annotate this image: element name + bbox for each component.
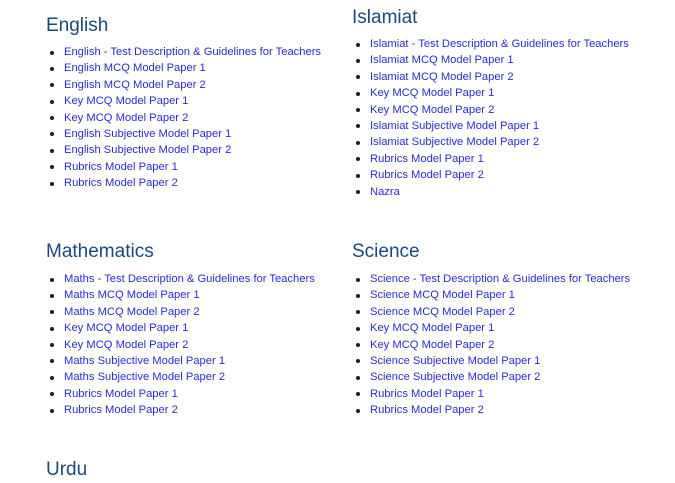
link-english-rubrics-2[interactable]: Rubrics Model Paper 2 [64,177,178,190]
bullet-icon [50,67,54,71]
bullet-icon [50,294,54,298]
bullet-icon [356,59,360,63]
bullet-icon [50,182,54,186]
link-science-mcq-paper-2[interactable]: Science MCQ Model Paper 2 [370,305,515,318]
bullet-icon [356,157,360,161]
list-item [352,85,629,101]
link-islamiat-subjective-2[interactable]: Islamiat Subjective Model Paper 2 [370,136,540,149]
link-maths-guidelines[interactable]: Maths - Test Description & Guidelines for Teachers [64,273,315,285]
list-item [46,386,315,402]
bullet-icon [356,174,360,178]
link-english-key-mcq-1[interactable]: Key MCQ Model Paper 1 [64,95,189,108]
link-islamiat-mcq-paper-1[interactable]: Islamiat MCQ Model Paper 1 [370,54,514,67]
link-maths-key-mcq-1[interactable]: Key MCQ Model Paper 1 [64,322,189,335]
list-item [352,102,629,118]
list-item [352,69,629,85]
list-item [352,287,630,303]
section-title-islamiat: Islamiat [352,7,418,28]
link-english-rubrics-1[interactable]: Rubrics Model Paper 1 [64,160,178,173]
list-item [46,175,321,191]
link-list-islamiat [352,36,629,200]
link-islamiat-rubrics-2[interactable]: Rubrics Model Paper 2 [370,169,484,182]
list-item [46,369,315,385]
bullet-icon [356,75,360,79]
list-item [352,36,629,52]
link-english-mcq-paper-1[interactable]: English MCQ Model Paper 1 [64,62,206,75]
link-islamiat-subjective-1[interactable]: Islamiat Subjective Model Paper 1 [370,119,540,132]
list-item [352,320,630,336]
list-item [46,304,315,320]
link-maths-key-mcq-2[interactable]: Key MCQ Model Paper 2 [64,338,189,351]
bullet-icon [356,359,360,363]
list-item [46,271,315,287]
bullet-icon [356,190,360,194]
bullet-icon [50,149,54,153]
list-item [352,353,630,369]
bullet-icon [356,108,360,112]
list-item [46,353,315,369]
list-item [352,337,630,353]
link-islamiat-nazra[interactable]: Nazra [370,185,400,198]
link-science-key-mcq-1[interactable]: Key MCQ Model Paper 1 [370,322,495,335]
bullet-icon [50,327,54,331]
link-islamiat-mcq-paper-2[interactable]: Islamiat MCQ Model Paper 2 [370,70,514,83]
bullet-icon [356,310,360,314]
bullet-icon [50,343,54,347]
link-maths-rubrics-2[interactable]: Rubrics Model Paper 2 [64,404,178,417]
link-islamiat-key-mcq-2[interactable]: Key MCQ Model Paper 2 [370,103,495,116]
bullet-icon [356,43,360,47]
section-title-urdu: Urdu [46,459,88,480]
section-title-english: English [46,15,109,36]
section-islamiat [352,7,629,200]
link-english-guidelines[interactable]: English - Test Description & Guidelines for Teachers [64,46,322,58]
list-item [46,159,321,175]
link-list-science [352,271,630,419]
list-item [46,142,321,158]
bullet-icon [50,51,54,55]
link-english-key-mcq-2[interactable]: Key MCQ Model Paper 2 [64,111,189,124]
section-science [352,241,630,419]
list-item [46,402,315,418]
section-english [46,15,321,192]
link-maths-subjective-2[interactable]: Maths Subjective Model Paper 2 [64,371,226,384]
link-maths-mcq-paper-2[interactable]: Maths MCQ Model Paper 2 [64,305,200,318]
bullet-icon [356,376,360,380]
bullet-icon [356,92,360,96]
list-item [352,151,629,167]
list-item [352,134,629,150]
link-science-subjective-2[interactable]: Science Subjective Model Paper 2 [370,371,541,384]
bullet-icon [50,100,54,104]
bullet-icon [356,294,360,298]
link-science-guidelines[interactable]: Science - Test Description & Guidelines for Teachers [370,273,631,285]
link-list-english [46,44,321,192]
section-mathematics [46,241,315,419]
link-science-rubrics-2[interactable]: Rubrics Model Paper 2 [370,404,484,417]
section-title-mathematics: Mathematics [46,241,154,262]
list-item [46,44,321,60]
bullet-icon [356,278,360,282]
link-english-mcq-paper-2[interactable]: English MCQ Model Paper 2 [64,78,206,91]
bullet-icon [50,132,54,136]
list-item [46,287,315,303]
link-list-mathematics [46,271,315,419]
bullet-icon [50,278,54,282]
list-item [352,52,629,68]
link-science-key-mcq-2[interactable]: Key MCQ Model Paper 2 [370,338,495,351]
link-maths-subjective-1[interactable]: Maths Subjective Model Paper 1 [64,354,226,367]
link-science-mcq-paper-1[interactable]: Science MCQ Model Paper 1 [370,289,515,302]
list-item [352,167,629,183]
list-item [352,271,630,287]
list-item [352,304,630,320]
list-item [46,60,321,76]
link-islamiat-key-mcq-1[interactable]: Key MCQ Model Paper 1 [370,87,495,100]
link-english-subjective-2[interactable]: English Subjective Model Paper 2 [64,144,232,157]
bullet-icon [356,392,360,396]
list-item [46,126,321,142]
section-urdu [46,459,87,481]
link-maths-mcq-paper-1[interactable]: Maths MCQ Model Paper 1 [64,289,200,302]
list-item [46,320,315,336]
bullet-icon [356,327,360,331]
bullet-icon [50,83,54,87]
list-item [46,77,321,93]
link-science-rubrics-1[interactable]: Rubrics Model Paper 1 [370,387,484,400]
bullet-icon [356,124,360,128]
bullet-icon [50,165,54,169]
section-title-science: Science [352,241,420,262]
bullet-icon [50,310,54,314]
link-islamiat-rubrics-1[interactable]: Rubrics Model Paper 1 [370,152,484,165]
bullet-icon [356,141,360,145]
list-item [352,386,630,402]
list-item [46,110,321,126]
bullet-icon [50,392,54,396]
bullet-icon [50,376,54,380]
bullet-icon [356,343,360,347]
list-item [46,93,321,109]
bullet-icon [50,409,54,413]
bullet-icon [356,409,360,413]
link-english-subjective-1[interactable]: English Subjective Model Paper 1 [64,127,232,140]
list-item [352,402,630,418]
bullet-icon [50,116,54,120]
list-item [352,184,629,200]
list-item [352,118,629,134]
link-science-subjective-1[interactable]: Science Subjective Model Paper 1 [370,354,541,367]
link-maths-rubrics-1[interactable]: Rubrics Model Paper 1 [64,387,178,400]
link-islamiat-guidelines[interactable]: Islamiat - Test Description & Guidelines for Teachers [370,38,629,50]
list-item [352,369,630,385]
list-item [46,337,315,353]
bullet-icon [50,359,54,363]
